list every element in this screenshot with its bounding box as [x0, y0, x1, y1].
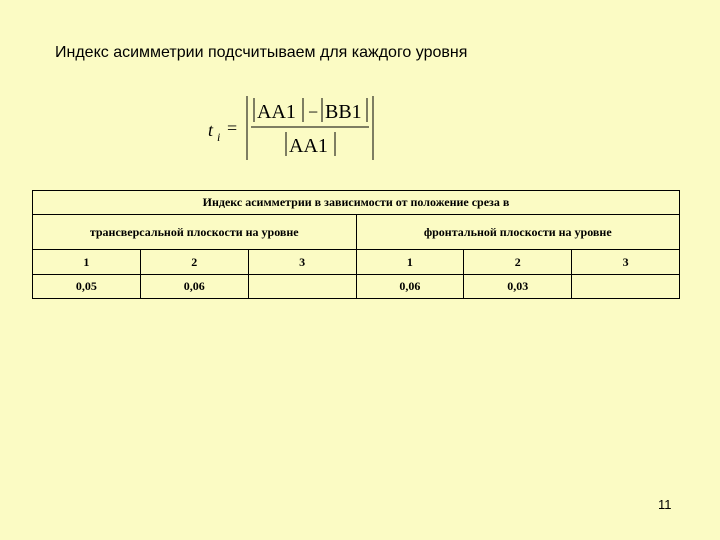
table-row — [33, 250, 680, 275]
formula-minus: − — [308, 102, 319, 122]
group-header-frontal: фронтальной плоскости на уровне — [356, 215, 680, 250]
value-cell — [248, 275, 356, 299]
level-cell: 2 — [140, 250, 248, 275]
value-cell: 0,03 — [464, 275, 572, 299]
table-group-header-row — [33, 215, 680, 250]
page-number: 11 — [658, 497, 672, 512]
level-cell: 3 — [248, 250, 356, 275]
formula-svg — [205, 92, 380, 162]
value-cell — [572, 275, 680, 299]
level-cell: 1 — [33, 250, 141, 275]
asymmetry-table — [32, 190, 680, 299]
level-cell: 3 — [572, 250, 680, 275]
page-heading: Индекс асимметрии подсчитываем для каждого уровня — [55, 44, 468, 61]
value-cell: 0,05 — [33, 275, 141, 299]
level-cell: 2 — [464, 250, 572, 275]
value-cell: 0,06 — [140, 275, 248, 299]
value-cell: 0,06 — [356, 275, 464, 299]
table-caption: Индекс асимметрии в зависимости от положение среза в — [33, 191, 680, 215]
group-header-transversal: трансверсальной плоскости на уровне — [33, 215, 357, 250]
level-cell: 1 — [356, 250, 464, 275]
formula-num-b: BB1 — [325, 101, 362, 123]
table-row — [33, 275, 680, 299]
formula-equals: = — [227, 118, 238, 138]
formula-num-a: AA1 — [257, 101, 296, 123]
table-caption-row — [33, 191, 680, 215]
formula-lhs-subscript: i — [217, 130, 221, 144]
formula-den: AA1 — [289, 135, 328, 157]
asymmetry-formula — [205, 92, 380, 162]
formula-lhs: t — [208, 120, 214, 140]
